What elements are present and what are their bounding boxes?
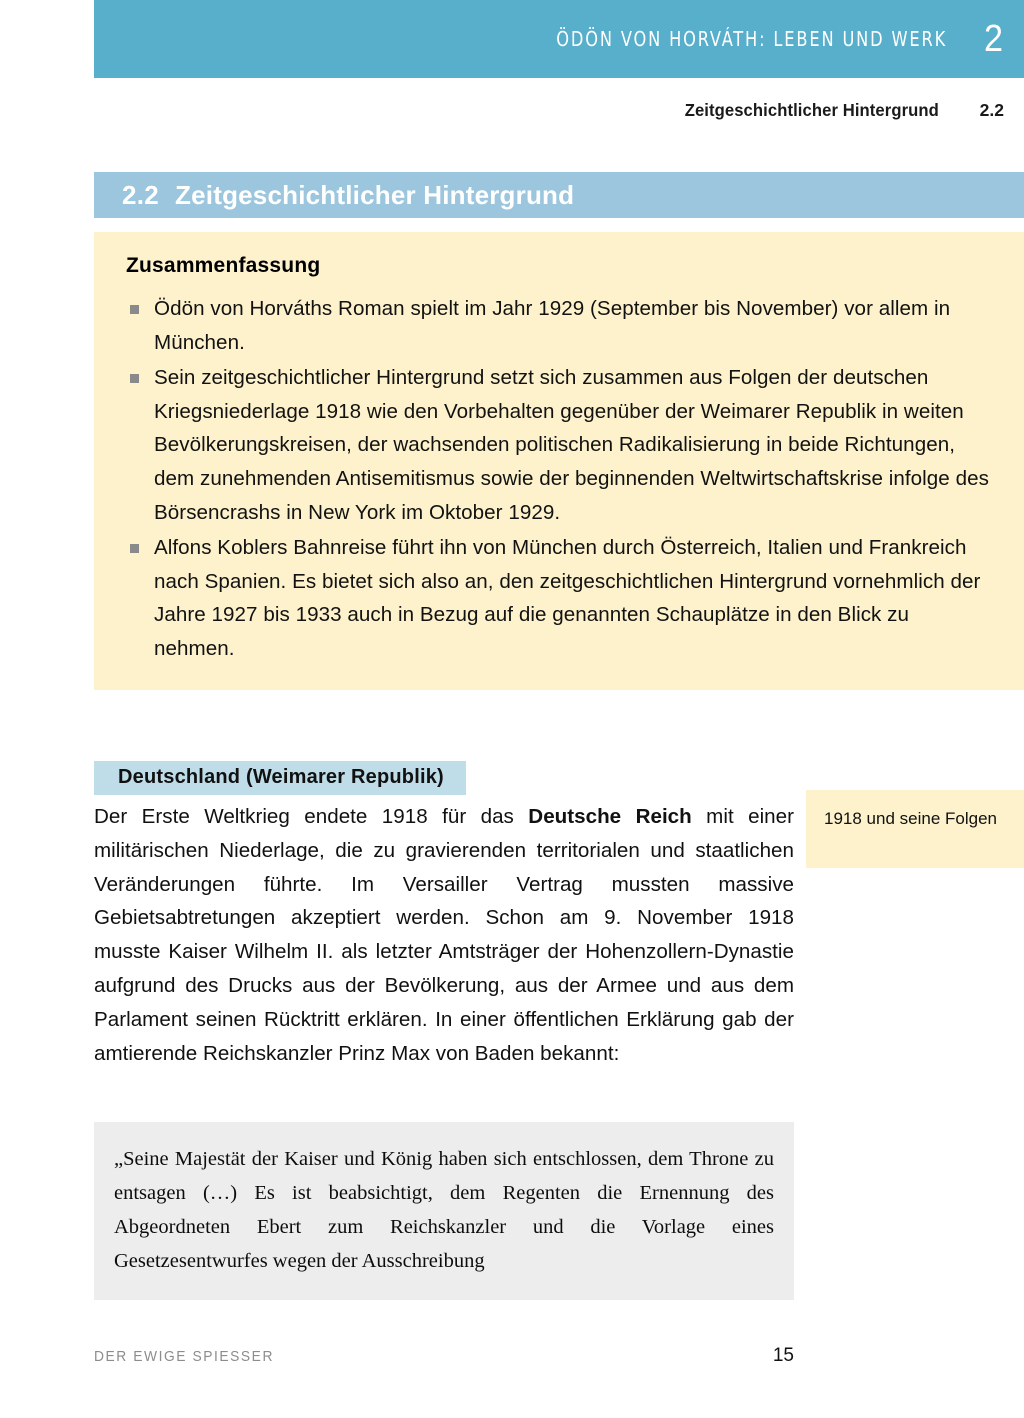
body-paragraph-bold-term: Deutsche Reich [528, 805, 692, 828]
running-subheader [94, 96, 1024, 124]
margin-note: 1918 und seine Folgen [806, 790, 1024, 868]
chapter-header-bar [94, 0, 1024, 78]
summary-heading: Zusammenfassung [126, 254, 321, 277]
body-paragraph-part2: mit einer militärischen Niederlage, die zu gravierenden territorialen und staatlichen Veränderungen führte. Im Versailler Vertrag mussten massive Gebietsabtretungen akzeptiert werden. Schon am 9. November 1918 musste Kaiser Wilhelm II. als letzter Amtsträger der Hohenzollern-Dynastie aufgrund des Drucks aus der Bevölkerung, aus der Armee und aus dem Parlament seinen Rücktritt erklären. In einer öffentlichen Erklärung gab der amtierende Reichskanzler Prinz Max von Baden bekannt: [94, 805, 794, 1065]
summary-bullet-list [114, 292, 990, 666]
footer-page-number: 15 [772, 1345, 794, 1366]
running-subheader-number: 2.2 [979, 99, 1004, 120]
bullet-square-icon [130, 305, 139, 314]
section-title: Zeitgeschichtlicher Hintergrund [175, 179, 575, 210]
running-subheader-title: Zeitgeschichtlicher Hintergrund [684, 99, 939, 120]
body-text-column [94, 800, 794, 1070]
body-paragraph-part1: Der Erste Weltkrieg endete 1918 für das [94, 805, 529, 828]
chapter-header-number: 2 [983, 18, 1003, 60]
quotation-box [94, 1122, 794, 1300]
summary-bullet-item [114, 292, 990, 359]
bullet-square-icon [130, 374, 139, 383]
subsection-label: Deutschland (Weimarer Republik) [94, 761, 466, 795]
body-paragraph [94, 800, 794, 1070]
quotation-text: „Seine Majestät der Kaiser und König haben sich entschlossen, dem Throne zu entsagen (…) Es ist beabsichtigt, dem Regenten die Ernennung des Abgeordneten Ebert zum Reichskanzler und die Vorlage eines Gesetzesentwurfes wegen der Ausschreibung [114, 1148, 774, 1272]
section-title-band [94, 172, 1024, 218]
bullet-square-icon [130, 544, 139, 553]
section-number: 2.2 [122, 179, 160, 210]
summary-bullet-item [114, 361, 990, 529]
page-footer [94, 1345, 794, 1367]
summary-bullet-text: Alfons Koblers Bahnreise führt ihn von München durch Österreich, Italien und Frankreich nach Spanien. Es bietet sich also an, den zeitgeschichtlichen Hintergrund vornehmlich der Jahre 1927 bis 1933 auch in Bezug auf die genannten Schauplätze in den Blick zu nehmen. [154, 536, 981, 660]
footer-work-title: DER EWIGE SPIESSER [94, 1348, 274, 1365]
summary-bullet-text: Sein zeitgeschichtlicher Hintergrund setzt sich zusammen aus Folgen der deutschen Kriegsniederlage 1918 wie den Vorbehalten gegenüber der Weimarer Republik in weiten Bevölkerungskreisen, der wachsenden politischen Radikalisierung in beide Richtungen, dem zunehmenden Antisemitismus sowie der beginnenden Weltwirtschaftskrise infolge des Börsencrashs in New York im Oktober 1929. [154, 366, 989, 524]
summary-bullet-text: Ödön von Horváths Roman spielt im Jahr 1929 (September bis November) vor allem in München. [154, 297, 951, 354]
chapter-header-title: ÖDÖN VON HORVÁTH: LEBEN UND WERK [556, 27, 947, 51]
summary-bullet-item [114, 531, 990, 665]
summary-box [94, 232, 1024, 690]
